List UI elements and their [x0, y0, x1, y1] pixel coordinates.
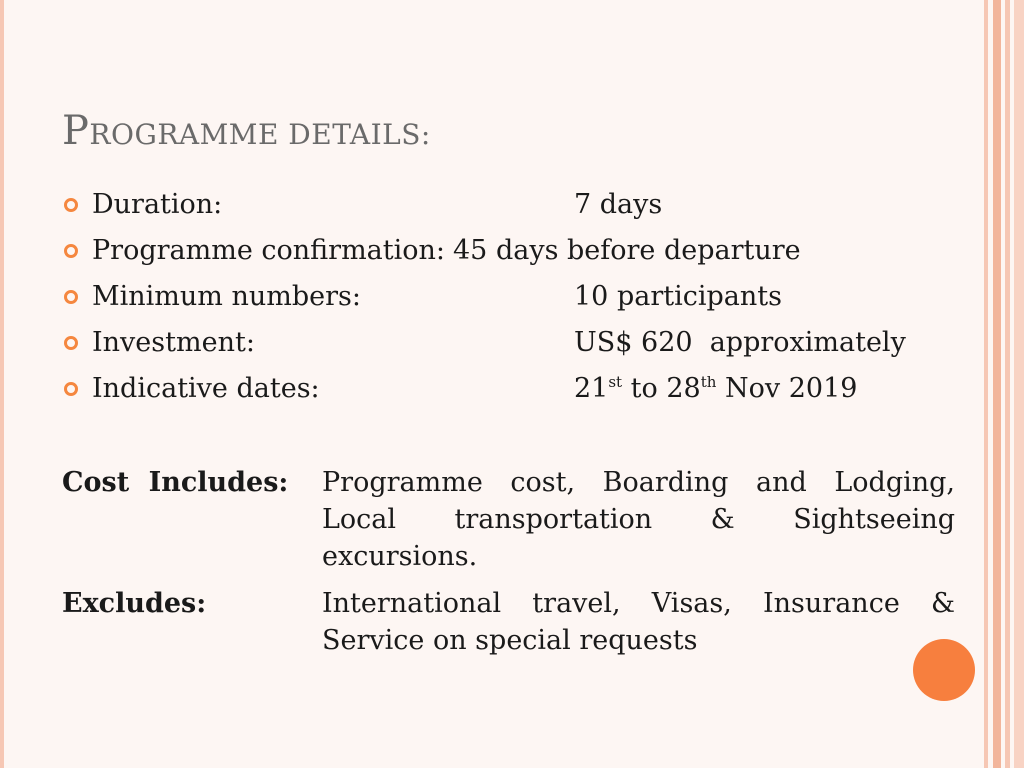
excludes-section [62, 585, 955, 659]
bullet-circle-icon [64, 244, 78, 258]
bullet-label: Indicative dates: [92, 373, 320, 404]
left-border-strip [0, 0, 4, 768]
date-end-suffix: th [700, 373, 717, 391]
cost-includes-label [62, 464, 288, 501]
bullet-circle-icon [64, 336, 78, 350]
bullet-circle-icon [64, 198, 78, 212]
bullet-value-dates [574, 366, 857, 412]
programme-details-list [62, 182, 962, 412]
excludes-text: International travel, Visas, Insurance & Service on special requests [322, 588, 955, 656]
right-border-decoration [984, 0, 1024, 768]
includes-label-word: Includes: [148, 467, 289, 498]
bullet-investment [62, 320, 962, 366]
border-strip-2 [993, 0, 1001, 768]
bullet-label: Programme confirmation: [92, 235, 445, 266]
title-rest: ROGRAMME DETAILS: [89, 118, 431, 151]
cost-includes-section [62, 464, 955, 575]
date-mid: to 28 [622, 373, 701, 404]
cost-includes-text: Programme cost, Boarding and Lodging, Local transportation & Sightseeing excursions. [322, 467, 955, 572]
border-strip-1 [984, 0, 988, 768]
bullet-label: Minimum numbers: [92, 281, 361, 312]
title-initial: P [62, 108, 90, 154]
date-start-suffix: st [608, 373, 623, 391]
bullet-value: 10 participants [574, 281, 782, 312]
bullet-circle-icon [64, 382, 78, 396]
slide-title [62, 108, 431, 154]
bullet-confirmation [62, 228, 962, 274]
bullet-minimum-numbers [62, 274, 962, 320]
border-strip-3 [1005, 0, 1010, 768]
bullet-label: Duration: [92, 189, 223, 220]
bullet-label: Investment: [92, 327, 255, 358]
bullet-label-with-value [92, 228, 801, 274]
bullet-value: US$ 620 approximately [574, 327, 906, 358]
bullet-duration [62, 182, 962, 228]
bullet-circle-icon [64, 290, 78, 304]
excludes-label: Excludes: [62, 588, 207, 619]
border-strip-4 [1014, 0, 1024, 768]
decorative-orange-circle [913, 639, 975, 701]
date-start: 21 [574, 373, 609, 404]
date-end: Nov 2019 [716, 373, 858, 404]
cost-label-word: Cost [62, 467, 130, 498]
bullet-value: 7 days [574, 189, 663, 220]
bullet-indicative-dates [62, 366, 962, 412]
bullet-value: 45 days before departure [453, 235, 801, 266]
